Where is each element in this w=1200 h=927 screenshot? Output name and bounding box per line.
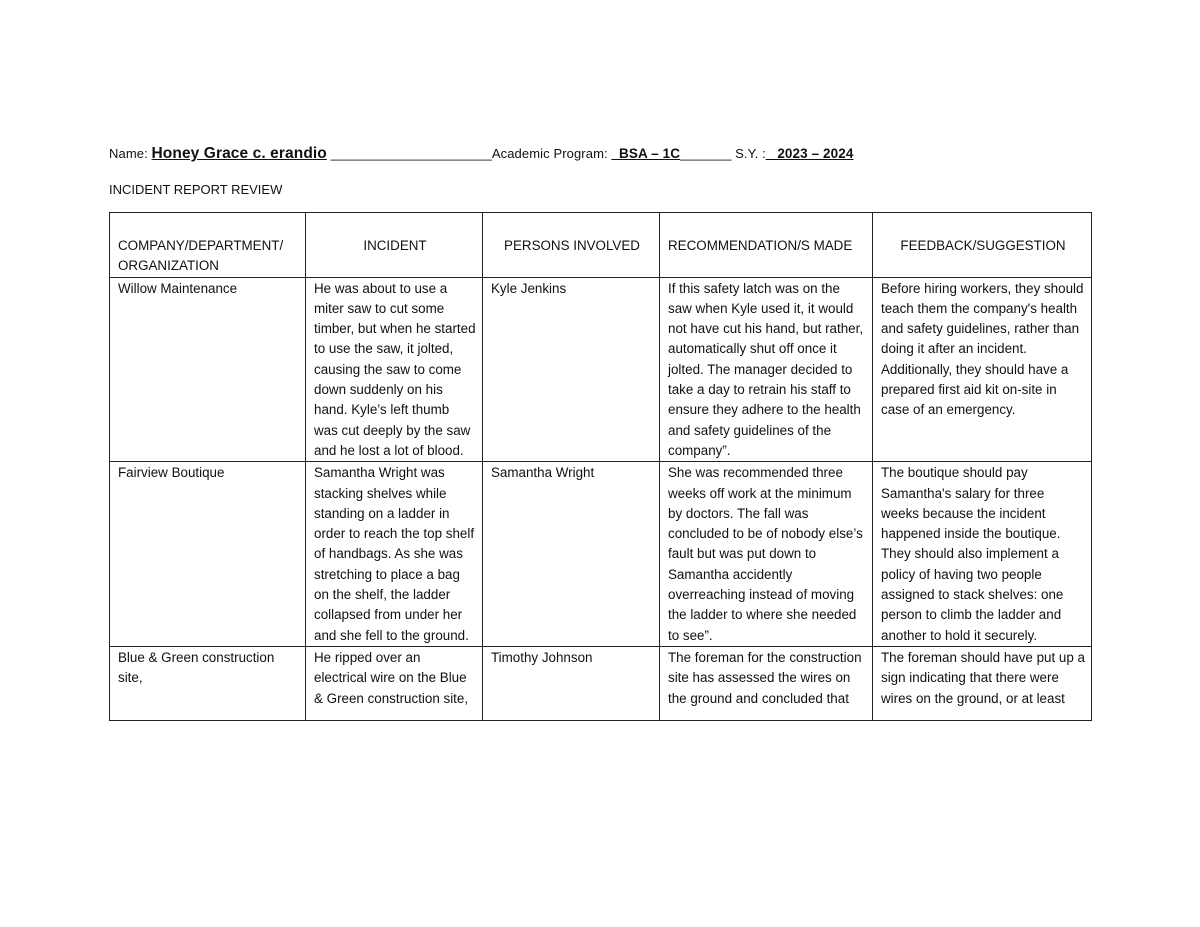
sy-label: S.Y. : bbox=[731, 146, 766, 161]
name-value: Honey Grace c. erandio bbox=[151, 145, 327, 162]
cell-persons-text: Timothy Johnson bbox=[491, 649, 593, 665]
column-header-company: COMPANY/DEPARTMENT/ ORGANIZATION bbox=[110, 213, 306, 278]
table-row bbox=[110, 646, 1092, 720]
table-header-row bbox=[110, 213, 1092, 278]
sy-value: _ 2023 – 2024 bbox=[765, 146, 854, 161]
cell-incident: He was about to use a miter saw to cut some timber, but when he started to use the saw, it jolted, causing the saw to come down suddenly on his hand. Kyle’s left thumb was cut deeply by the saw and he lost a lot of blood. bbox=[306, 277, 483, 462]
cell-feedback: The boutique should pay Samantha's salary for three weeks because the incident happened inside the boutique. They should also implement a policy of having two people assigned to stack shelves: one person to climb the ladder and another to hold it securely. bbox=[873, 462, 1092, 647]
cell-recommendation: She was recommended three weeks off work at the minimum by doctors. The fall was concluded to be of nobody else’s fault but was put down to Samantha accidently overreaching instead of moving the ladder to where she needed to see”. bbox=[660, 462, 873, 647]
cell-persons bbox=[483, 646, 660, 720]
name-label: Name: bbox=[109, 146, 148, 161]
cell-feedback bbox=[873, 646, 1092, 720]
cell-recommendation-text: The foreman for the construction site has assessed the wires on the ground and concluded that bbox=[668, 649, 862, 706]
table-row bbox=[110, 277, 1092, 462]
column-header-persons: PERSONS INVOLVED bbox=[483, 213, 660, 278]
program-blank: _______ bbox=[680, 146, 732, 161]
column-header-feedback: FEEDBACK/SUGGESTION bbox=[873, 213, 1092, 278]
cell-recommendation bbox=[660, 646, 873, 720]
header-line bbox=[109, 145, 854, 163]
cell-incident bbox=[306, 646, 483, 720]
program-label: Academic Program: bbox=[491, 146, 612, 161]
cell-feedback-text: The foreman should have put up a sign indicating that there were wires on the ground, or at least bbox=[881, 649, 1085, 706]
column-header-recommendation: RECOMMENDATION/S MADE bbox=[660, 213, 873, 278]
name-blank: ______________________ bbox=[330, 146, 492, 161]
table-row bbox=[110, 462, 1092, 647]
column-header-incident: INCIDENT bbox=[306, 213, 483, 278]
cell-incident: Samantha Wright was stacking shelves while standing on a ladder in order to reach the top shelf of handbags. As she was stretching to place a bag on the shelf, the ladder collapsed from under her and she fell to the ground. bbox=[306, 462, 483, 647]
cell-company: Willow Maintenance bbox=[110, 277, 306, 462]
report-title: INCIDENT REPORT REVIEW bbox=[109, 182, 283, 197]
cell-company: Fairview Boutique bbox=[110, 462, 306, 647]
cell-recommendation: If this safety latch was on the saw when Kyle used it, it would not have cut his hand, but rather, automatically shut off once it jolted. The manager decided to take a day to retrain his staff to ensure they adhere to the health and safety guidelines of the company”. bbox=[660, 277, 873, 462]
program-value: _BSA – 1C bbox=[611, 146, 681, 161]
cell-persons: Samantha Wright bbox=[483, 462, 660, 647]
cell-company-text: Blue & Green construction site, bbox=[118, 649, 275, 686]
cell-persons: Kyle Jenkins bbox=[483, 277, 660, 462]
cell-company bbox=[110, 646, 306, 720]
incident-table bbox=[109, 212, 1092, 721]
cell-incident-text: He ripped over an electrical wire on the Blue & Green construction site, bbox=[314, 649, 469, 706]
cell-feedback: Before hiring workers, they should teach them the company's health and safety guidelines, rather than doing it after an incident. Additionally, they should have a prepared first aid kit on-site in case of an emergency. bbox=[873, 277, 1092, 462]
